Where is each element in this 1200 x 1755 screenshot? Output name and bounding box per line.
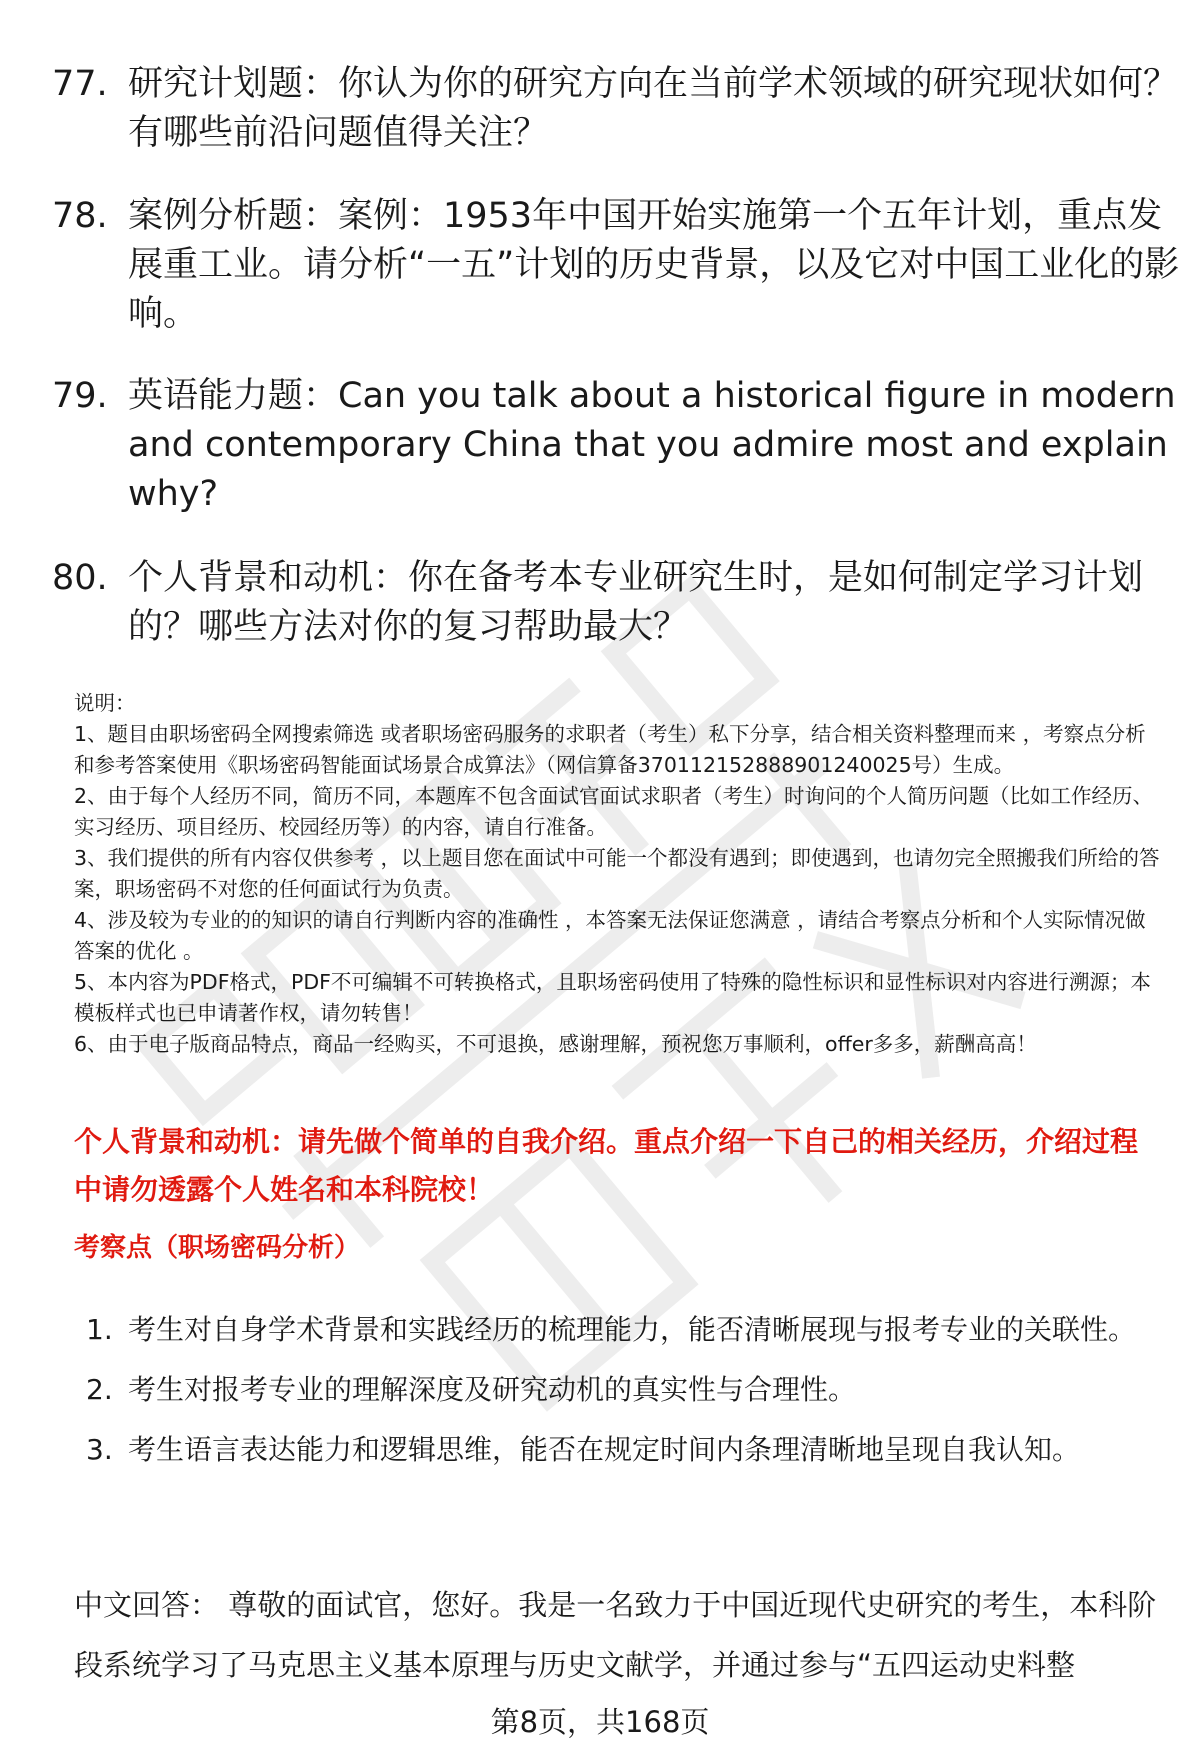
note-item: 3、我们提供的所有内容仅供参考 ，以上题目您在面试中可能一个都没有遇到；即使遇到，也请勿完全照搬我们所给的答案，职场密码不对您的任何面试行为负责。 <box>74 846 1160 901</box>
point-item <box>86 1300 1156 1360</box>
question-text: 英语能力题：Can you talk about a historical figure in modern and contemporary China that you admire most and explain why? <box>128 376 1176 514</box>
point-item <box>86 1360 1156 1420</box>
notes-section <box>74 688 1164 1060</box>
question-number: 80. <box>52 558 108 598</box>
point-item <box>86 1420 1156 1480</box>
point-text: 考生对自身学术背景和实践经历的梳理能力，能否清晰展现与报考专业的关联性。 <box>128 1313 1137 1346</box>
point-number: 1. <box>86 1313 113 1346</box>
answer-text: 中文回答： 尊敬的面试官，您好。我是一名致力于中国近现代史研究的考生，本科阶段系统学习了马克思主义基本原理与历史文献学，并通过参与“五四运动史料整 <box>74 1588 1157 1682</box>
question-text: 研究计划题：你认为你的研究方向在当前学术领域的研究现状如何？有哪些前沿问题值得关注？ <box>128 64 1179 153</box>
point-text: 考生对报考专业的理解深度及研究动机的真实性与合理性。 <box>128 1373 857 1406</box>
question-text: 案例分析题：案例：1953年中国开始实施第一个五年计划，重点发展重工业。请分析“一五”计划的历史背景，以及它对中国工业化的影响。 <box>128 196 1180 334</box>
question-number: 78. <box>52 196 108 236</box>
note-item: 1、题目由职场密码全网搜索筛选 或者职场密码服务的求职者（考生）私下分享，结合相关资料整理而来 ，考察点分析和参考答案使用《职场密码智能面试场景合成算法》（网信算备370112152888901240025号）生成。 <box>74 722 1146 777</box>
note-item: 2、由于每个人经历不同，简历不同，本题库不包含面试官面试求职者（考生）时询问的个人简历问题（比如工作经历、实习经历、项目经历、校园经历等）的内容，请自行准备。 <box>74 784 1154 839</box>
note-item: 4、涉及较为专业的的知识的请自行判断内容的准确性 ，本答案无法保证您满意 ，请结合考察点分析和个人实际情况做答案的优化 。 <box>74 908 1146 963</box>
point-text: 考生语言表达能力和逻辑思维，能否在规定时间内条理清晰地呈现自我认知。 <box>128 1433 1081 1466</box>
points-list <box>86 1300 1156 1480</box>
featured-question: 个人背景和动机：请先做个简单的自我介绍。重点介绍一下自己的相关经历，介绍过程中请勿透露个人姓名和本科院校！ <box>74 1125 1139 1206</box>
points-heading: 考察点（职场密码分析） <box>74 1233 361 1263</box>
question-number: 79. <box>52 376 108 416</box>
note-item: 5、本内容为PDF格式，PDF不可编辑不可转换格式，且职场密码使用了特殊的隐性标识和显性标识对内容进行溯源；本模板样式也已申请著作权，请勿转售！ <box>74 970 1151 1025</box>
point-number: 3. <box>86 1433 113 1466</box>
question-text: 个人背景和动机：你在备考本专业研究生时，是如何制定学习计划的？哪些方法对你的复习帮助最大？ <box>128 558 1144 647</box>
note-item: 6、由于电子版商品特点，商品一经购买，不可退换，感谢理解，预祝您万事顺利，offer多多，薪酬高高！ <box>74 1032 1037 1056</box>
page-footer: 第8页，共168页 <box>490 1705 710 1739</box>
question-number: 77. <box>52 64 108 104</box>
point-number: 2. <box>86 1373 113 1406</box>
notes-title: 说明： <box>74 691 136 715</box>
